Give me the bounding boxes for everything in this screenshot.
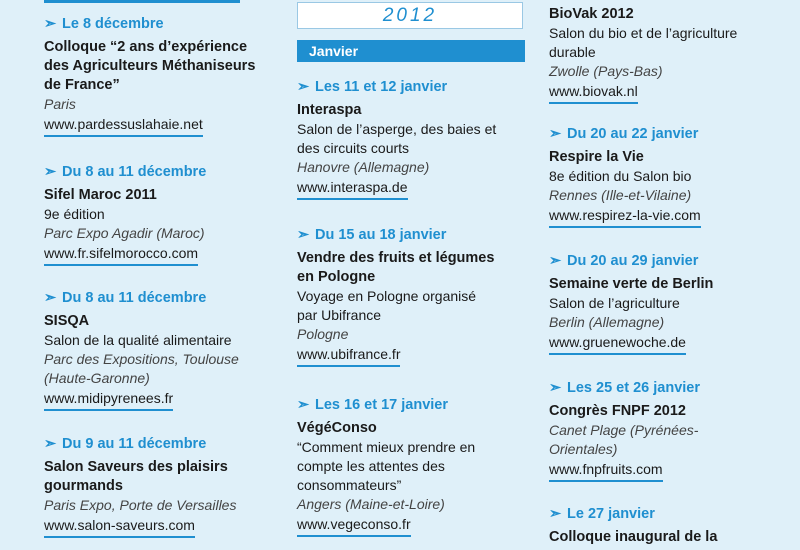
event-date (44, 290, 276, 306)
event-link[interactable]: www.gruenewoche.de (549, 333, 686, 355)
event-link[interactable]: www.fr.sifelmorocco.com (44, 244, 198, 266)
event-item (549, 380, 789, 482)
event-date-text: Du 8 au 11 décembre (62, 290, 207, 306)
event-date (44, 164, 276, 180)
event-title: Salon Saveurs des plaisirs (44, 459, 228, 475)
event-date (549, 506, 789, 522)
arrow-icon: ➣ (297, 79, 310, 95)
event-title: en Pologne (297, 269, 376, 285)
top-rule (44, 0, 240, 3)
arrow-icon: ➣ (44, 290, 57, 306)
event-title: Vendre des fruits et légumes (297, 250, 495, 266)
event-link[interactable]: www.midipyrenees.fr (44, 389, 173, 411)
event-item (549, 253, 789, 355)
arrow-icon: ➣ (549, 126, 562, 142)
event-date (44, 16, 276, 32)
event-date-text: Les 16 et 17 janvier (315, 397, 448, 413)
event-link[interactable]: www.respirez-la-vie.com (549, 206, 701, 228)
arrow-icon: ➣ (549, 253, 562, 269)
event-date-text: Les 25 et 26 janvier (567, 380, 700, 396)
event-date-text: Du 20 au 29 janvier (567, 253, 699, 269)
event-title: Respire la Vie (549, 149, 644, 165)
event-item (44, 290, 276, 411)
event-date (549, 380, 789, 396)
arrow-icon: ➣ (549, 380, 562, 396)
event-item (549, 126, 789, 228)
event-location: Zwolle (Pays-Bas) (549, 63, 663, 79)
event-description: des circuits courts (297, 140, 410, 156)
event-date (297, 227, 529, 243)
event-link[interactable]: www.fnpfruits.com (549, 460, 663, 482)
event-link[interactable]: www.interaspa.de (297, 178, 408, 200)
event-location: Paris Expo, Porte de Versailles (44, 497, 237, 513)
month-bar: Janvier (297, 40, 525, 62)
event-description: consommateurs” (297, 477, 402, 493)
arrow-icon: ➣ (297, 397, 310, 413)
event-item (297, 79, 529, 200)
event-title: VégéConso (297, 420, 377, 436)
event-description: durable (549, 44, 596, 60)
event-description: Salon de l’asperge, des baies et (297, 121, 497, 137)
event-title: Colloque inaugural de la (549, 529, 718, 545)
event-item (44, 164, 276, 266)
event-link[interactable]: www.salon-saveurs.com (44, 516, 195, 538)
event-date-text: Les 11 et 12 janvier (315, 79, 448, 95)
event-title: BioVak 2012 (549, 6, 634, 22)
event-title: Interaspa (297, 102, 362, 118)
event-link[interactable]: www.ubifrance.fr (297, 345, 400, 367)
event-date-text: Du 20 au 22 janvier (567, 126, 699, 142)
event-date (297, 397, 529, 413)
event-item (297, 227, 529, 367)
event-location: Canet Plage (Pyrénées- (549, 422, 699, 438)
event-location: Paris (44, 96, 76, 112)
event-item (297, 397, 529, 537)
event-location: (Haute-Garonne) (44, 370, 150, 386)
arrow-icon: ➣ (44, 436, 57, 452)
event-location: Orientales) (549, 441, 618, 457)
event-title: de France” (44, 77, 120, 93)
event-date-text: Du 8 au 11 décembre (62, 164, 207, 180)
event-location: Berlin (Allemagne) (549, 314, 665, 330)
event-location: Rennes (Ille-et-Vilaine) (549, 187, 692, 203)
event-item (44, 436, 276, 538)
event-edition: 8e édition du Salon bio (549, 168, 692, 184)
event-date (549, 126, 789, 142)
event-link[interactable]: www.pardessuslahaie.net (44, 115, 203, 137)
event-date-text: Du 15 au 18 janvier (315, 227, 447, 243)
arrow-icon: ➣ (549, 506, 562, 522)
event-item (44, 16, 276, 137)
event-location: Parc Expo Agadir (Maroc) (44, 225, 205, 241)
event-title: des Agriculteurs Méthaniseurs (44, 58, 256, 74)
arrow-icon: ➣ (297, 227, 310, 243)
event-title: gourmands (44, 478, 123, 494)
event-date (44, 436, 276, 452)
event-description: “Comment mieux prendre en (297, 439, 476, 455)
event-date (297, 79, 529, 95)
arrow-icon: ➣ (44, 16, 57, 32)
event-title: Sifel Maroc 2011 (44, 187, 157, 203)
event-description: par Ubifrance (297, 307, 382, 323)
event-title: SISQA (44, 313, 90, 329)
event-date (549, 253, 789, 269)
event-item (549, 5, 789, 104)
event-link[interactable]: www.biovak.nl (549, 82, 638, 104)
event-description: compte les attentes des (297, 458, 445, 474)
event-title: Semaine verte de Berlin (549, 276, 714, 292)
arrow-icon: ➣ (44, 164, 57, 180)
event-location: Pologne (297, 326, 349, 342)
event-description: Salon de l’agriculture (549, 295, 680, 311)
event-edition: 9e édition (44, 206, 105, 222)
event-link[interactable]: www.vegeconso.fr (297, 515, 411, 537)
event-location: Hanovre (Allemagne) (297, 159, 430, 175)
event-title: Colloque “2 ans d’expérience (44, 39, 248, 55)
event-title: Congrès FNPF 2012 (549, 403, 686, 419)
event-location: Angers (Maine-et-Loire) (297, 496, 445, 512)
event-date-text: Le 8 décembre (62, 16, 164, 32)
event-description: Salon du bio et de l’agriculture (549, 25, 738, 41)
event-date-text: Le 27 janvier (567, 506, 655, 522)
event-location: Parc des Expositions, Toulouse (44, 351, 239, 367)
event-description: Salon de la qualité alimentaire (44, 332, 232, 348)
year-header: 2012 (297, 2, 523, 29)
event-date-text: Du 9 au 11 décembre (62, 436, 207, 452)
event-item (549, 506, 789, 547)
event-description: Voyage en Pologne organisé (297, 288, 477, 304)
